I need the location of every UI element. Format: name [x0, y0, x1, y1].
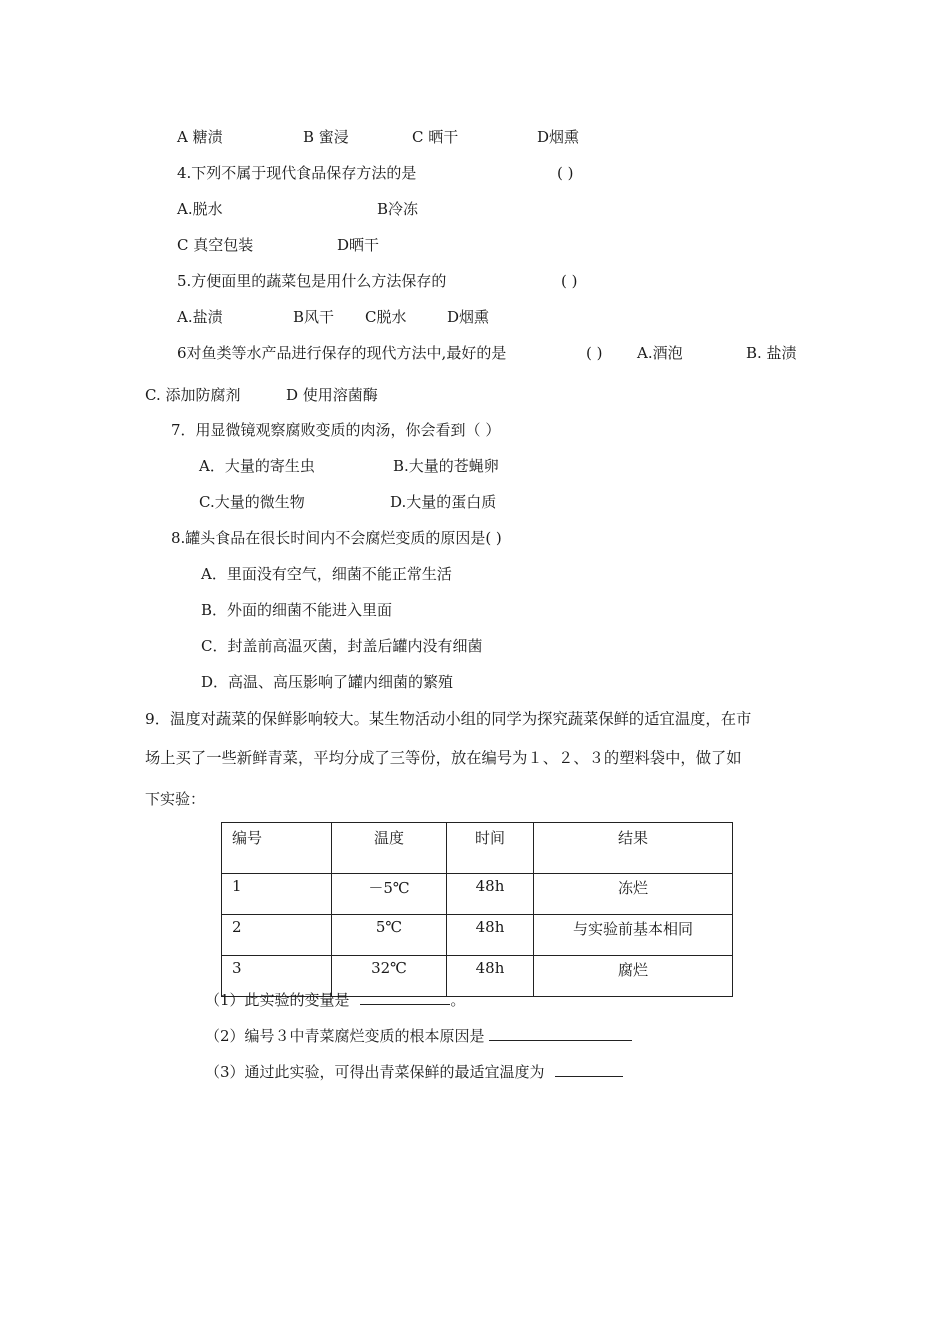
cell-temperature: 32℃ [332, 956, 447, 997]
q5-option-a: A.盐渍 [177, 308, 223, 326]
q5-answer-paren: ( ) [561, 272, 578, 290]
q9-sub1-end: 。 [450, 991, 466, 1009]
q7-option-d: D.大量的蛋白质 [390, 493, 497, 511]
q7-stem: 7．用显微镜观察腐败变质的肉汤，你会看到（ ） [171, 421, 501, 439]
q9-sub3 [205, 1062, 623, 1082]
q9-sub1-text: （1）此实验的变量是 [205, 991, 350, 1009]
cell-result: 冻烂 [534, 874, 733, 915]
table-row [222, 915, 733, 956]
q9-sub1 [205, 990, 465, 1010]
cell-temperature: 5℃ [332, 915, 447, 956]
q8-option-b: B．外面的细菌不能进入里面 [201, 601, 393, 619]
q5-option-c: C脱水 [365, 308, 407, 326]
q4-option-c: C 真空包装 [177, 236, 254, 254]
q6-option-a: A.酒泡 [637, 344, 683, 362]
q7-option-a: A．大量的寄生虫 [199, 457, 315, 475]
q3-option-d: D烟熏 [537, 128, 580, 146]
q9-sub2 [205, 1026, 632, 1046]
table-header-row [222, 823, 733, 874]
q7-option-b: B.大量的苍蝇卵 [393, 457, 499, 475]
q9-sub1-blank [360, 990, 450, 1005]
q5-option-b: B风干 [293, 308, 335, 326]
q3-option-a: A 糖渍 [177, 128, 223, 146]
cell-time: 48h [447, 956, 534, 997]
q8-option-c: C．封盖前高温灭菌，封盖后罐内没有细菌 [201, 637, 483, 655]
cell-result: 腐烂 [534, 956, 733, 997]
q4-stem: 4.下列不属于现代食品保存方法的是 [177, 164, 417, 182]
cell-time: 48h [447, 915, 534, 956]
q8-option-d: D．高温、高压影响了罐内细菌的繁殖 [201, 673, 454, 691]
q4-option-a: A.脱水 [177, 200, 223, 218]
q8-stem: 8.罐头食品在很长时间内不会腐烂变质的原因是( ) [171, 529, 502, 547]
cell-number: 1 [222, 874, 332, 915]
experiment-table [221, 822, 733, 997]
q9-sub3-blank [555, 1062, 623, 1077]
header-result: 结果 [534, 823, 733, 874]
q6-option-c: C. 添加防腐剂 [145, 386, 241, 404]
q4-answer-paren: ( ) [557, 164, 574, 182]
header-number: 编号 [222, 823, 332, 874]
q6-answer-paren: ( ) [586, 344, 603, 362]
q5-option-d: D烟熏 [447, 308, 490, 326]
q9-stem-line1: 9．温度对蔬菜的保鲜影响较大。某生物活动小组的同学为探究蔬菜保鲜的适宜温度，在市 [145, 710, 752, 728]
cell-number: 3 [222, 956, 332, 997]
q4-option-d: D晒干 [337, 236, 380, 254]
q4-option-b: B冷冻 [377, 200, 419, 218]
q6-stem: 6对鱼类等水产品进行保存的现代方法中,最好的是 [177, 344, 507, 362]
q6-option-b: B. 盐渍 [746, 344, 797, 362]
table-row [222, 874, 733, 915]
q9-stem-line3: 下实验： [145, 790, 206, 808]
cell-result: 与实验前基本相同 [534, 915, 733, 956]
q8-option-a: A．里面没有空气，细菌不能正常生活 [201, 565, 452, 583]
header-temperature: 温度 [332, 823, 447, 874]
cell-number: 2 [222, 915, 332, 956]
q9-stem-line2: 场上买了一些新鲜青菜，平均分成了三等份，放在编号为１、２、３的塑料袋中，做了如 [145, 749, 742, 767]
q9-sub3-text: （3）通过此实验，可得出青菜保鲜的最适宜温度为 [205, 1063, 545, 1081]
q5-stem: 5.方便面里的蔬菜包是用什么方法保存的 [177, 272, 447, 290]
cell-temperature: －5℃ [332, 874, 447, 915]
q3-option-b: B 蜜浸 [303, 128, 349, 146]
cell-time: 48h [447, 874, 534, 915]
q9-sub2-blank [489, 1026, 632, 1041]
q3-option-c: C 晒干 [412, 128, 459, 146]
q9-sub2-text: （2）编号３中青菜腐烂变质的根本原因是 [205, 1027, 485, 1045]
q6-option-d: D 使用溶菌酶 [286, 386, 378, 404]
q7-option-c: C.大量的微生物 [199, 493, 305, 511]
header-time: 时间 [447, 823, 534, 874]
